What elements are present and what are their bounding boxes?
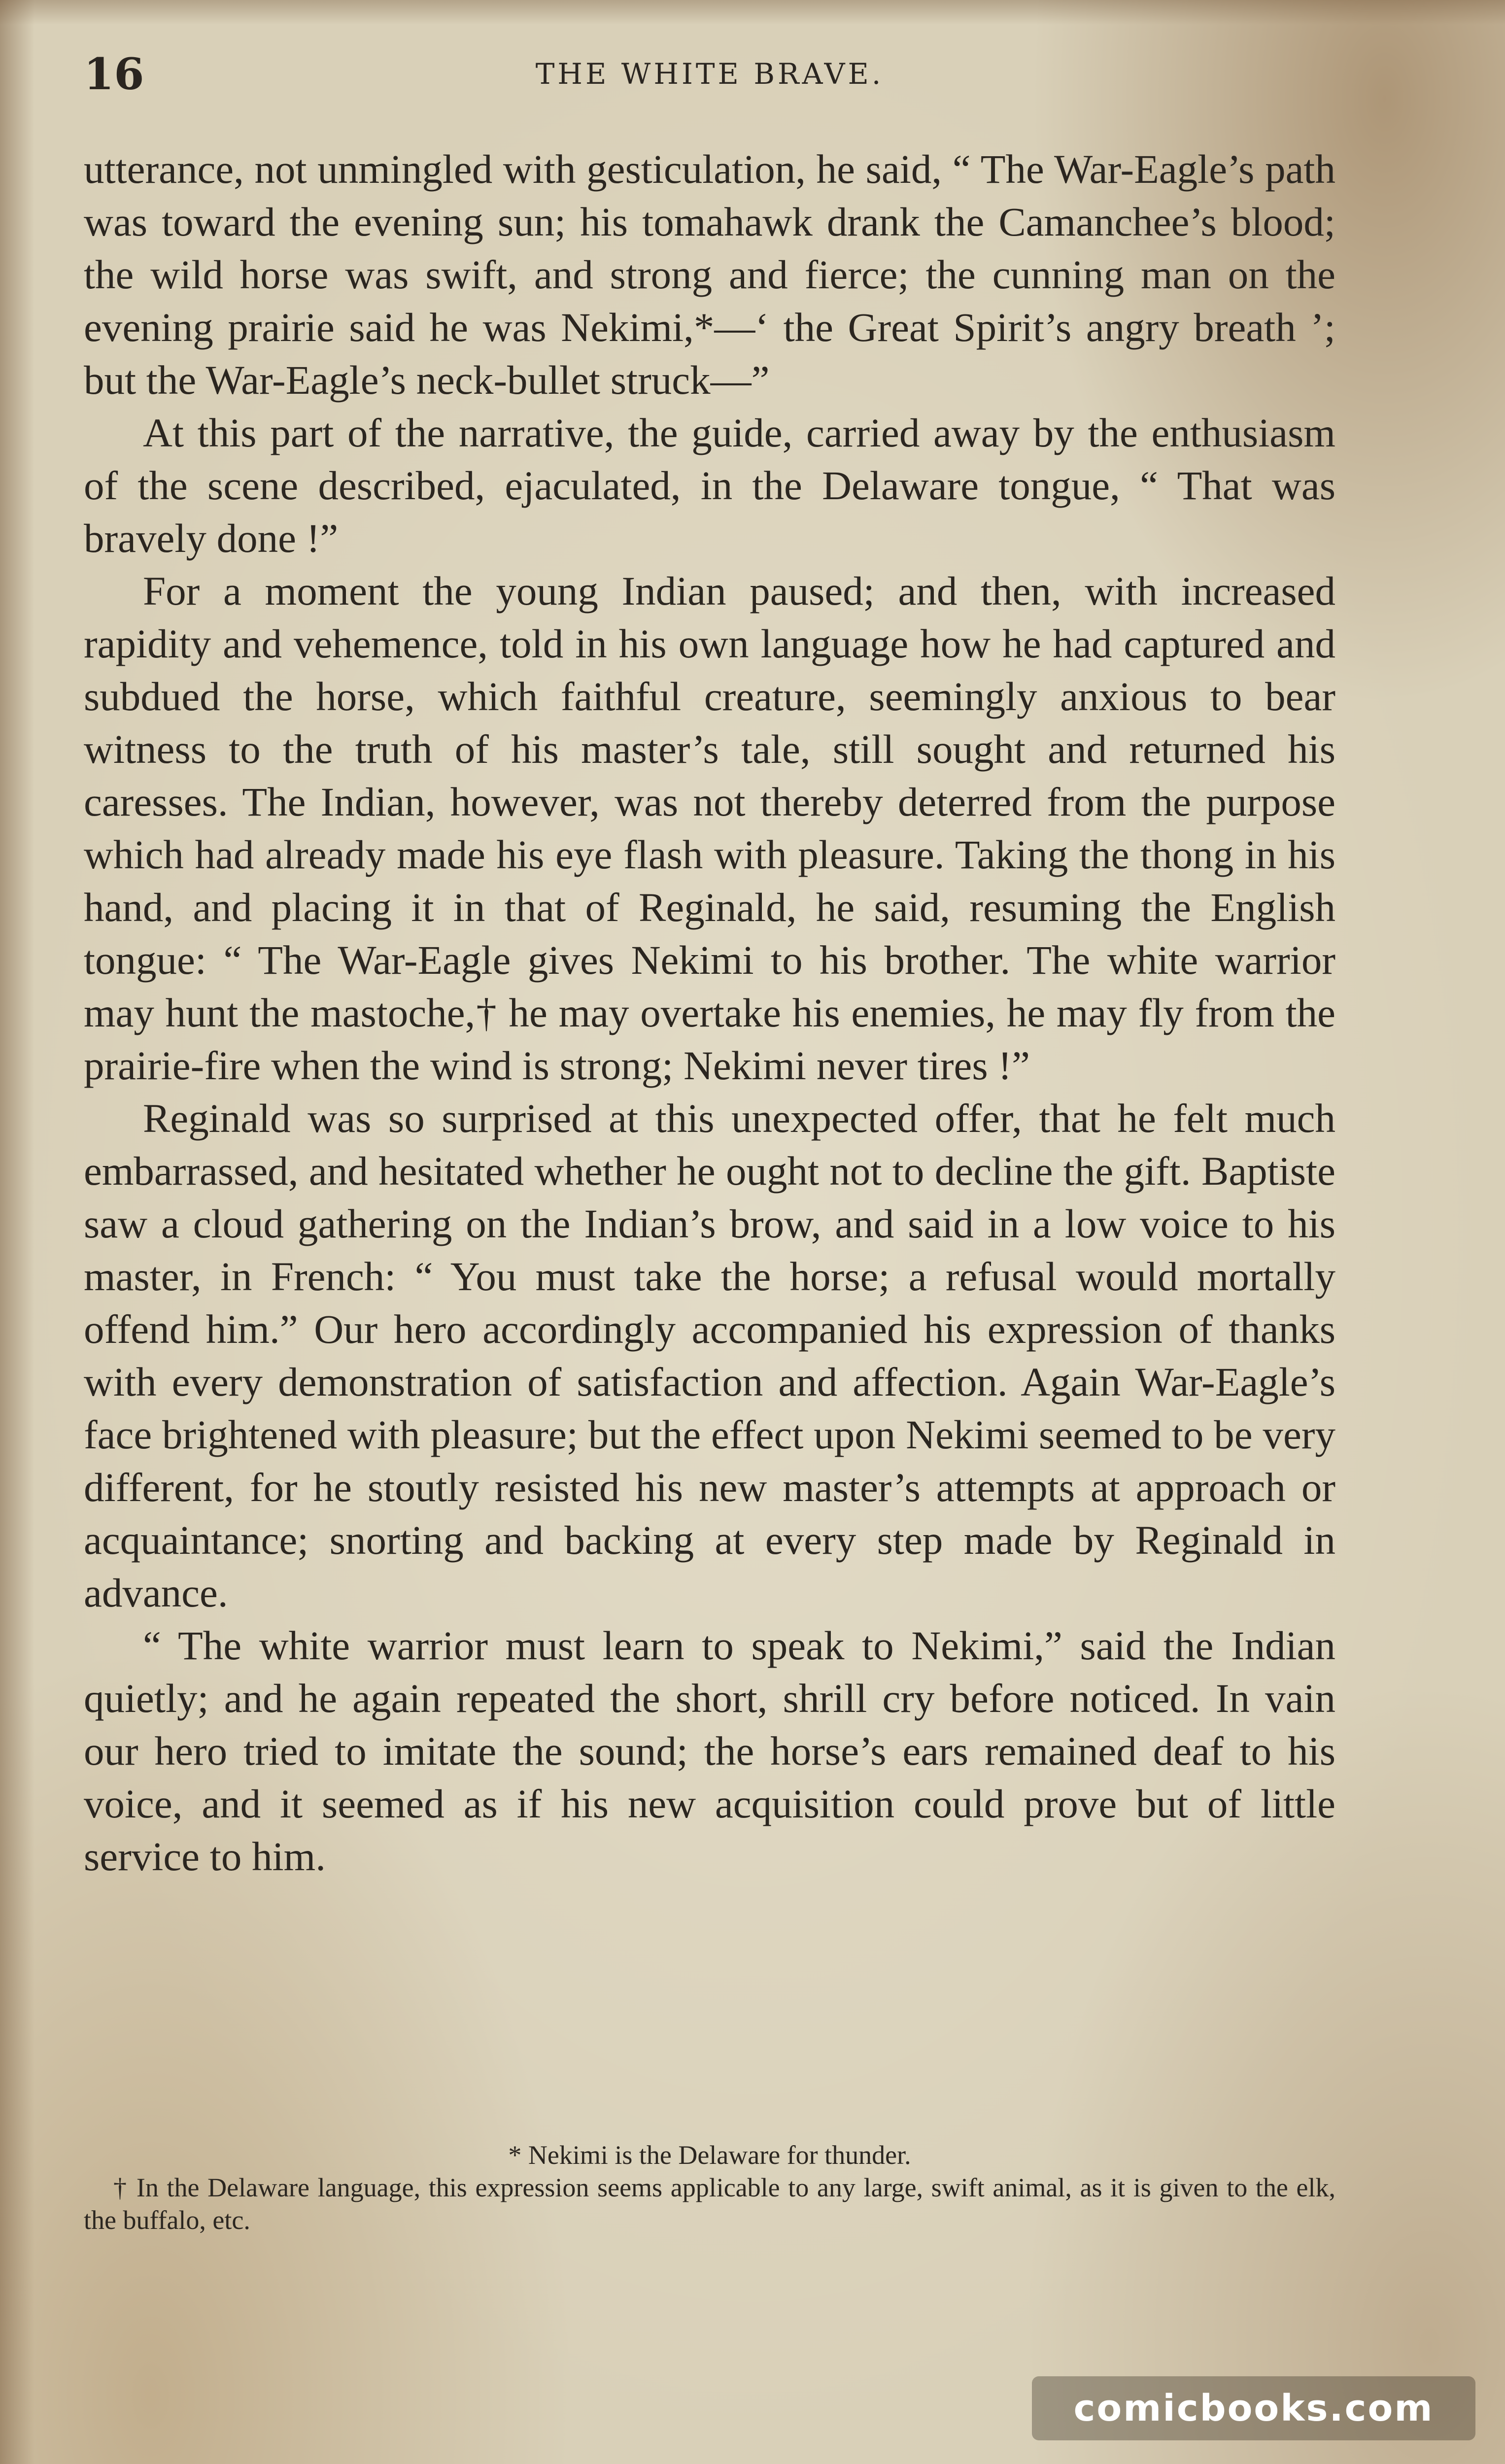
watermark-label: comicbooks.com [1032,2376,1475,2440]
paragraph-5: “ The white warrior must learn to speak to Nekimi,” said the Indian quietly; and he again repeated the short, shrill cry before noticed. In vain our hero tried to imitate the sound; the horse’s ears remained deaf to his voice, and it seemed as if his new acquisition could prove but of little service to him. [84,1623,1335,1879]
running-title: THE WHITE BRAVE. [535,57,884,91]
running-head [84,47,1335,101]
footnotes [84,2139,1335,2236]
paragraph-3: For a moment the young Indian paused; and then, with increased rapidity and vehemence, told in his own language how he had captured and subdued the horse, which faithful creature, seemingly anxious to bear witness to the truth of his master’s tale, still sought and returned his caresses. The Indian, however, was not thereby deterred from the purpose which had already made his eye flash with pleasure. Taking the thong in his hand, and placing it in that of Reginald, he said, resuming the English tongue: “ The War-Eagle gives Nekimi to his brother. The white warrior may hunt the mastoche,† he may overtake his enemies, he may fly from the prairie-fire when the wind is strong; Nekimi never tires !” [84,568,1335,1088]
paragraph-1: utterance, not unmingled with gesticulation, he said, “ The War-Eagle’s path was toward the evening sun; his tomahawk drank the Camanchee’s blood; the wild horse was swift, and strong and fierce; the cunning man on the evening prairie said he was Nekimi,*—‘ the Great Spirit’s angry breath ’; but the War-Eagle’s neck-bullet struck—” [84,146,1335,403]
paragraph-2: At this part of the narrative, the guide, carried away by the enthusiasm of the scene described, ejaculated, in the Delaware tongue, “ That was bravely done !” [84,410,1335,561]
page-edge-shadow-top [0,0,1505,25]
paragraph-4: Reginald was so surprised at this unexpected offer, that he felt much embarrassed, and hesitated whether he ought not to decline the gift. Baptiste saw a cloud gathering on the Indian’s brow, and said in a low voice to his master, in French: “ You must take the horse; a refusal would mortally offend him.” Our hero accordingly accompanied his expression of thanks with every demonstration of satisfaction and affection. Again War-Eagle’s face brightened with pleasure; but the effect upon Nekimi seemed to be very different, for he stoutly resisted his new master’s attempts at approach or acquaintance; snorting and backing at every step made by Reginald in advance. [84,1095,1335,1615]
footnote-1: * Nekimi is the Delaware for thunder. [508,2140,911,2170]
footnote-2: † In the Delaware language, this expression seems applicable to any large, swift animal, as it is given to the elk, the buffalo, etc. [84,2173,1335,2235]
page-edge-shadow-left [0,0,34,2464]
page-number: 16 [84,48,144,100]
body-text [84,143,1335,1883]
